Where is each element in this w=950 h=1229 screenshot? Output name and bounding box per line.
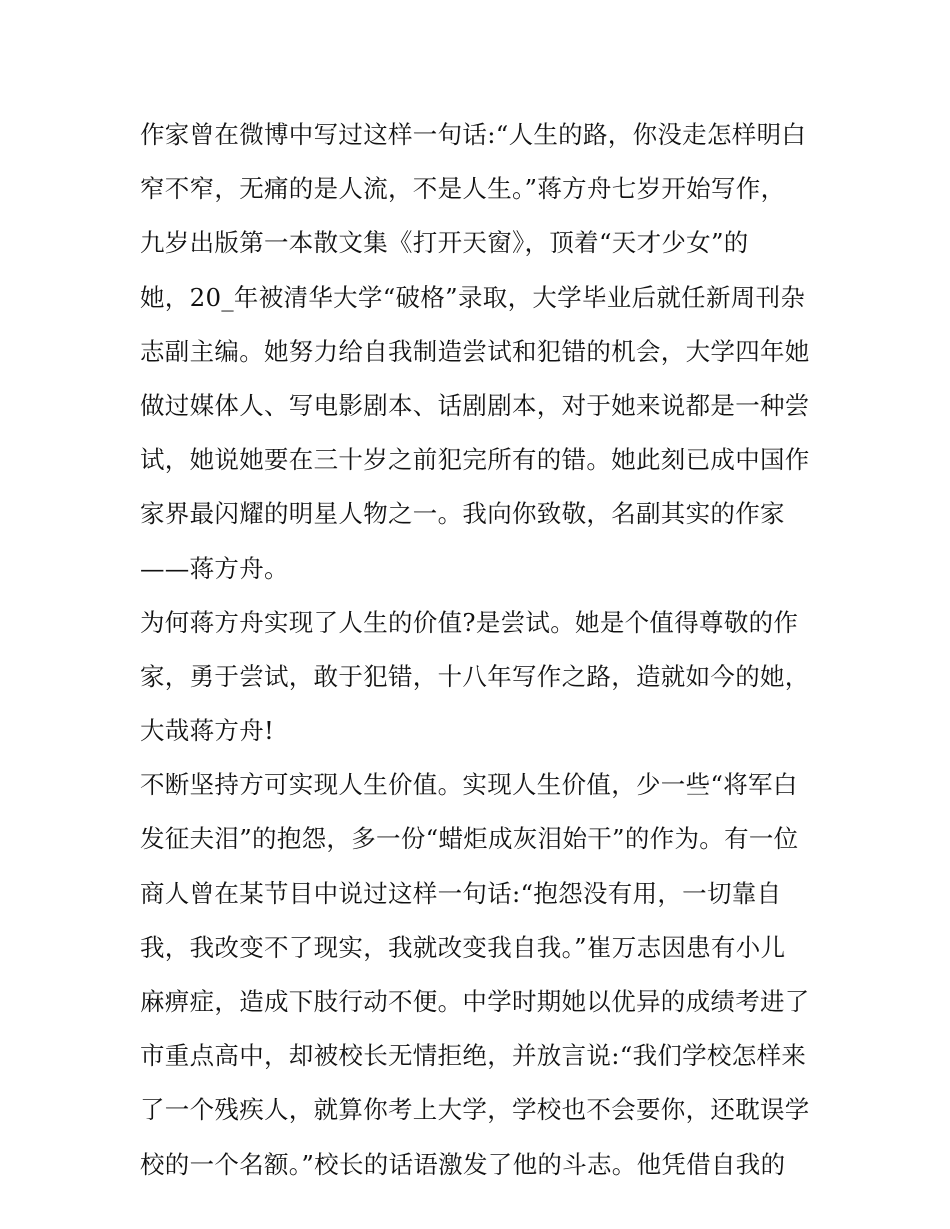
- text-line: 商人曾在某节目中说过这样一句话:“抱怨没有用，一切靠自: [140, 878, 782, 908]
- text-line: 家界最闪耀的明星人物之一。我向你致敬，名副其实的作家: [140, 499, 785, 529]
- text-line: 校的一个名额。”校长的话语激发了他的斗志。他凭借自我的: [140, 1149, 786, 1179]
- text-line: 发征夫泪”的抱怨，多一份“蜡炬成灰泪始干”的作为。有一位: [140, 824, 799, 854]
- body-text: [140, 108, 820, 1192]
- text-line: ——蒋方舟。: [140, 553, 289, 583]
- text-line: 志副主编。她努力给自我制造尝试和犯错的机会，大学四年她: [140, 336, 810, 366]
- text-line: 窄不窄，无痛的是人流，不是人生。”蒋方舟七岁开始写作，: [140, 174, 786, 204]
- text-line: 试，她说她要在三十岁之前犯完所有的错。她此刻已成中国作: [140, 445, 810, 475]
- text-line: 作家曾在微博中写过这样一句话:“人生的路，你没走怎样明白: [140, 120, 807, 149]
- text-line: 做过媒体人、写电影剧本、话剧剧本，对于她来说都是一种尝: [140, 390, 810, 420]
- text-line: 为何蒋方舟实现了人生的价值?是尝试。她是个值得尊敬的作: [140, 607, 799, 637]
- text-line: 我，我改变不了现实，我就改变我自我。”崔万志因患有小儿: [140, 932, 786, 962]
- text-line: 九岁出版第一本散文集《打开天窗》，顶着“天才少女”的: [140, 228, 749, 258]
- text-line: 市重点高中，却被校长无情拒绝，并放言说:“我们学校怎样来: [140, 1041, 807, 1071]
- text-line: 不断坚持方可实现人生价值。实现人生价值，少一些“将军白: [140, 770, 798, 800]
- text-line: 麻痹症，造成下肢行动不便。中学时期她以优异的成绩考进了: [140, 987, 810, 1016]
- text-line: 大哉蒋方舟!: [140, 716, 275, 746]
- text-line: 家，勇于尝试，敢于犯错，十八年写作之路，造就如今的她，: [140, 661, 810, 691]
- text-line: 她，20_年被清华大学“破格”录取，大学毕业后就任新周刊杂: [140, 282, 806, 312]
- text-line: 了一个残疾人，就算你考上大学，学校也不会要你，还耽误学: [140, 1095, 810, 1125]
